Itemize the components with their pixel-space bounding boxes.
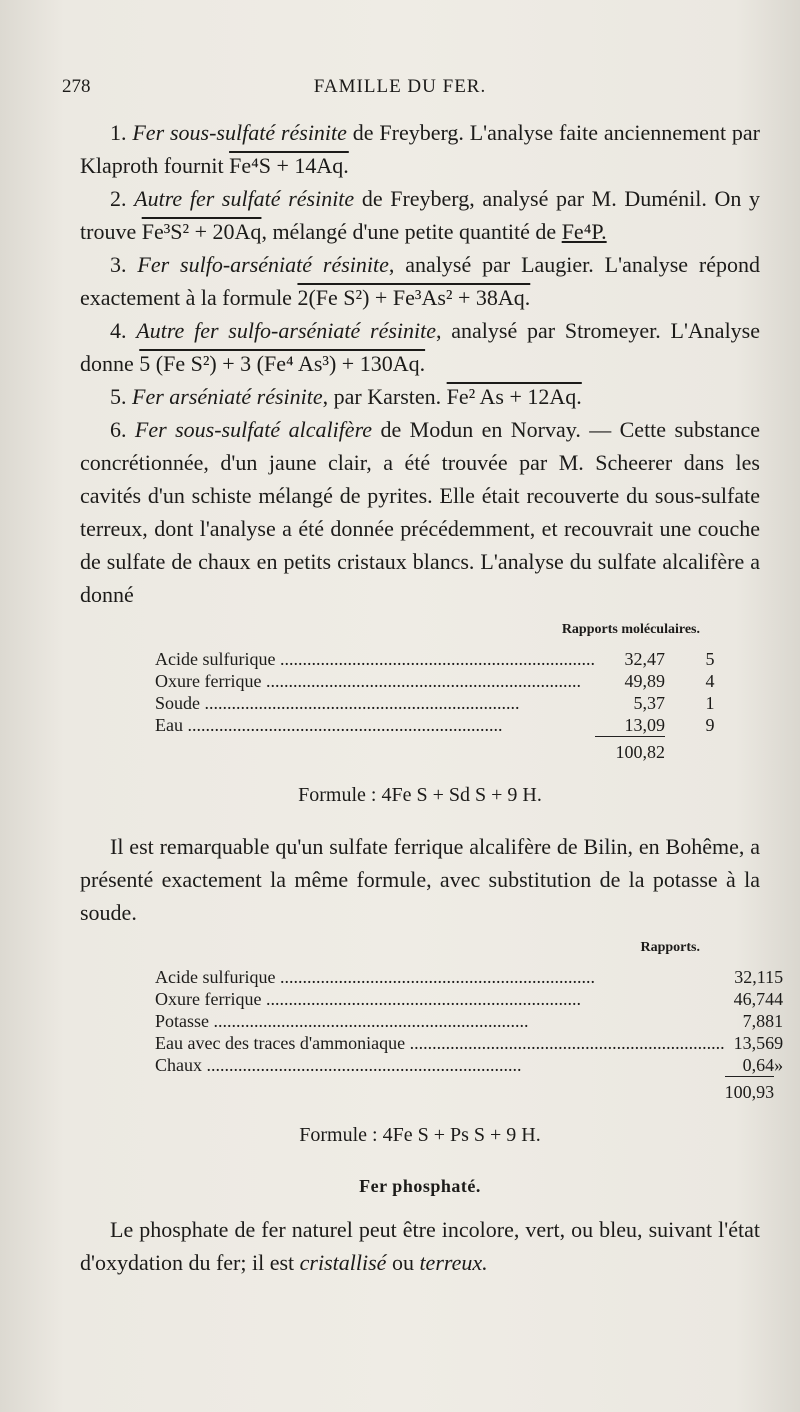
item-number: 3. bbox=[110, 252, 127, 277]
page-header bbox=[62, 76, 738, 104]
final-text-1: Le phosphate de fer naturel peut être incolore, vert, ou bleu, suivant l'état d'oxydation du fer; il est bbox=[80, 1217, 760, 1275]
item-number: 4. bbox=[110, 318, 127, 343]
row-label: Acide sulfurique ..... bbox=[155, 966, 725, 988]
item-title: Fer sulfo-arséniaté résinite bbox=[137, 252, 389, 277]
total-spacer bbox=[774, 1077, 783, 1104]
item-4 bbox=[80, 314, 760, 380]
chemical-formula: Fe⁴S + 14Aq. bbox=[229, 153, 349, 178]
item-title: Autre fer sulfo-arséniaté résinite bbox=[136, 318, 437, 343]
row-value: 13,56 bbox=[733, 1033, 775, 1053]
row-label: Acide sulfurique ..... bbox=[155, 648, 595, 670]
analysis-table-2 bbox=[155, 966, 783, 1103]
table-total-row bbox=[155, 1077, 783, 1104]
item-5 bbox=[80, 380, 760, 413]
item-number: 1. bbox=[110, 120, 127, 145]
item-title: Autre fer sulfaté résinite bbox=[134, 186, 355, 211]
final-paragraph bbox=[80, 1213, 760, 1279]
body-text bbox=[80, 116, 784, 1279]
row-rapport: 1 bbox=[774, 1011, 784, 1031]
row-value: 32,47 bbox=[624, 649, 665, 669]
row-rapport: » bbox=[774, 1055, 784, 1076]
row-value: 0,64 bbox=[742, 1055, 775, 1075]
item-6 bbox=[80, 413, 760, 611]
table-total: 100,93 bbox=[725, 1077, 775, 1104]
row-label: Eau avec des traces d'ammoniaque ..... bbox=[155, 1032, 725, 1054]
table-row bbox=[155, 966, 783, 988]
item-title: Fer sous-sulfaté alcalifère bbox=[134, 417, 373, 442]
row-rapport: 9 bbox=[705, 715, 715, 736]
item-number: 2. bbox=[110, 186, 127, 211]
table-row bbox=[155, 1054, 783, 1077]
chemical-formula: Fe² As + 12Aq. bbox=[446, 384, 582, 409]
row-label: Oxure ferrique ..... bbox=[155, 988, 725, 1010]
row-value: 46,74 bbox=[733, 989, 775, 1009]
row-value: 32,11 bbox=[734, 967, 775, 987]
row-rapport: 4 bbox=[774, 989, 784, 1009]
row-rapport: 5 bbox=[774, 967, 784, 987]
table1-header: Rapports moléculaires. bbox=[561, 622, 700, 637]
chemical-formula: 2(Fe S²) + Fe³As² + 38Aq. bbox=[297, 285, 531, 310]
item-number: 6. bbox=[110, 417, 127, 442]
row-label: Oxure ferrique ..... bbox=[155, 670, 595, 692]
table1-formula: Formule : 4Fe S + Sd S + 9 H. bbox=[298, 784, 542, 806]
item-text: de Modun en Norvay. — Cette substance concrétionnée, d'un jaune clair, a été trouvée par M. Scheerer dans les cavités d'un schiste mélangé de pyrites. Elle était recouverte du sous-sulfate terreux, dont l'analyse a été donnée précédemment, et recouvrait une couche de sulfate de chaux en petits cristaux blancs. L'analyse du sulfate alcalifère a donné bbox=[80, 417, 760, 607]
row-rapport: 9 bbox=[774, 1033, 784, 1053]
table2-formula: Formule : 4Fe S + Ps S + 9 H. bbox=[299, 1124, 541, 1146]
item-text: de Freyberg, analysé par M. Duménil. On y trouve bbox=[80, 186, 761, 244]
item-text: , analysé par Laugier. L'analyse répond exactement à la formule bbox=[80, 252, 761, 310]
item-text: , analysé par Stromeyer. L'Analyse donne bbox=[80, 318, 761, 376]
row-rapport: 4 bbox=[705, 671, 715, 691]
item-text-continued: , mélangé d'une petite quantité de bbox=[261, 219, 562, 244]
row-label: Eau ..... bbox=[155, 714, 595, 737]
section-title: Fer phosphaté. bbox=[359, 1176, 481, 1196]
item-title: Fer sous-sulfaté résinite bbox=[132, 120, 347, 145]
row-rapport: 5 bbox=[705, 649, 715, 669]
item-text: de Freyberg. L'analyse faite anciennement par Klaproth fournit bbox=[80, 120, 760, 178]
row-rapport: 1 bbox=[705, 693, 715, 713]
item-text: , par Karsten. bbox=[322, 384, 447, 409]
table-row bbox=[155, 648, 755, 670]
row-value: 13,09 bbox=[624, 715, 665, 735]
page-number: 278 bbox=[62, 76, 91, 97]
table-row bbox=[155, 1010, 783, 1032]
total-spacer bbox=[155, 737, 595, 764]
table-total-row bbox=[155, 737, 755, 764]
item-3 bbox=[80, 248, 760, 314]
chemical-formula-2: Fe⁴P. bbox=[561, 219, 607, 244]
item-number: 5. bbox=[110, 384, 127, 409]
table-row bbox=[155, 670, 755, 692]
table-total: 100,82 bbox=[595, 737, 665, 764]
final-italic-2: terreux. bbox=[419, 1250, 488, 1275]
chemical-formula: Fe³S² + 20Aq bbox=[141, 219, 262, 244]
table-row bbox=[155, 1032, 783, 1054]
row-value: 7,88 bbox=[742, 1011, 775, 1031]
total-spacer bbox=[155, 1077, 725, 1104]
total-spacer bbox=[665, 737, 755, 764]
row-label: Potasse ..... bbox=[155, 1010, 725, 1032]
table-row bbox=[155, 692, 755, 714]
item-1 bbox=[80, 116, 760, 182]
row-label: Chaux ..... bbox=[155, 1054, 725, 1077]
final-italic-1: cristallisé bbox=[299, 1250, 387, 1275]
row-label: Soude ..... bbox=[155, 692, 595, 714]
item-title: Fer arséniaté résinite bbox=[132, 384, 323, 409]
row-value: 5,37 bbox=[633, 693, 665, 713]
paragraph-bilin: Il est remarquable qu'un sulfate ferrique alcalifère de Bilin, en Bohême, a présenté exactement la même formule, avec substitution de la potasse à la soude. bbox=[80, 834, 760, 925]
item-2 bbox=[80, 182, 760, 248]
analysis-table-1 bbox=[155, 648, 755, 763]
chemical-formula: 5 (Fe S²) + 3 (Fe⁴ As³) + 130Aq. bbox=[139, 351, 426, 376]
table-row bbox=[155, 714, 755, 737]
table2-header: Rapports. bbox=[640, 940, 700, 955]
final-text-2: ou bbox=[386, 1250, 420, 1275]
table-row bbox=[155, 988, 783, 1010]
row-value: 49,89 bbox=[624, 671, 665, 691]
running-title: FAMILLE DU FER. bbox=[313, 76, 487, 97]
